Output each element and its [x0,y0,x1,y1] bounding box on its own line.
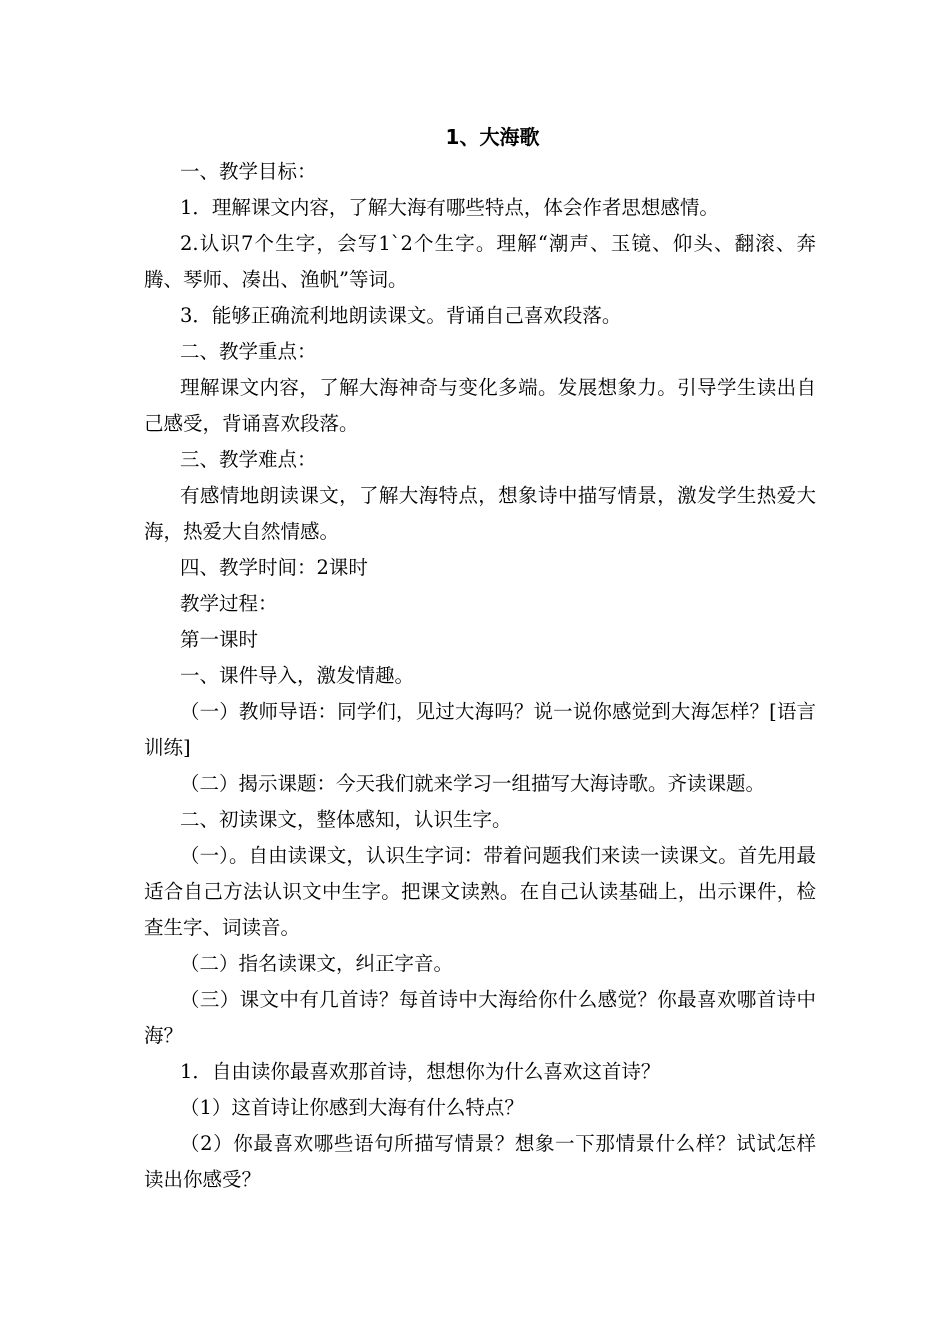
document-body [144,154,816,1198]
document-title: 1、大海歌 [445,125,540,149]
goal-item-2: 2.认识7个生字，会写1`2个生字。理解“潮声、玉镜、仰头、翻滚、奔腾、琴师、凑出、渔帆”等词。 [144,232,816,291]
key-points-text: 理解课文内容，了解大海神奇与变化多端。发展想象力。引导学生读出自己感受，背诵喜欢段落。 [144,376,816,435]
step-2-item-3: （三）课文中有几首诗？每首诗中大海给你什么感觉？你最喜欢哪首诗中海？ [144,988,816,1047]
sub-item-1-2: （2）你最喜欢哪些语句所描写情景？想象一下那情景什么样？试试怎样读出你感受？ [144,1132,816,1191]
goal-item-1: 1．理解课文内容，了解大海有哪些特点，体会作者思想感情。 [180,196,719,219]
difficulties-text: 有感情地朗读课文，了解大海特点，想象诗中描写情景，激发学生热爱大海，热爱大自然情感。 [144,484,816,543]
step-2-item-2: （二）指名读课文，纠正字音。 [180,952,454,975]
step-2-heading: 二、初读课文，整体感知，认识生字。 [180,808,512,831]
sub-item-1: 1．自由读你最喜欢那首诗，想想你为什么喜欢这首诗？ [180,1060,661,1083]
heading-teaching-goals: 一、教学目标： [180,160,317,183]
heading-process: 教学过程： [180,592,278,615]
step-2-item-1: （一）。自由读课文，认识生字词：带着问题我们来读一读课文。首先用最适合自己方法认识文中生字。把课文读熟。在自己认读基础上，出示课件，检查生字、词读音。 [144,844,816,939]
teaching-time: 四、教学时间：2课时 [180,556,368,579]
heading-difficulties: 三、教学难点： [180,448,317,471]
heading-key-points: 二、教学重点： [180,340,317,363]
sub-item-1-1: （1）这首诗让你感到大海有什么特点？ [180,1096,524,1119]
first-lesson: 第一课时 [180,628,259,651]
goal-item-3: 3．能够正确流利地朗读课文。背诵自己喜欢段落。 [180,304,622,327]
step-1-item-1: （一）教师导语：同学们，见过大海吗？说一说你感觉到大海怎样？[语言训练] [144,700,816,759]
step-1-heading: 一、课件导入，激发情趣。 [180,664,415,687]
step-1-item-2: （二）揭示课题：今天我们就来学习一组描写大海诗歌。齐读课题。 [180,772,766,795]
